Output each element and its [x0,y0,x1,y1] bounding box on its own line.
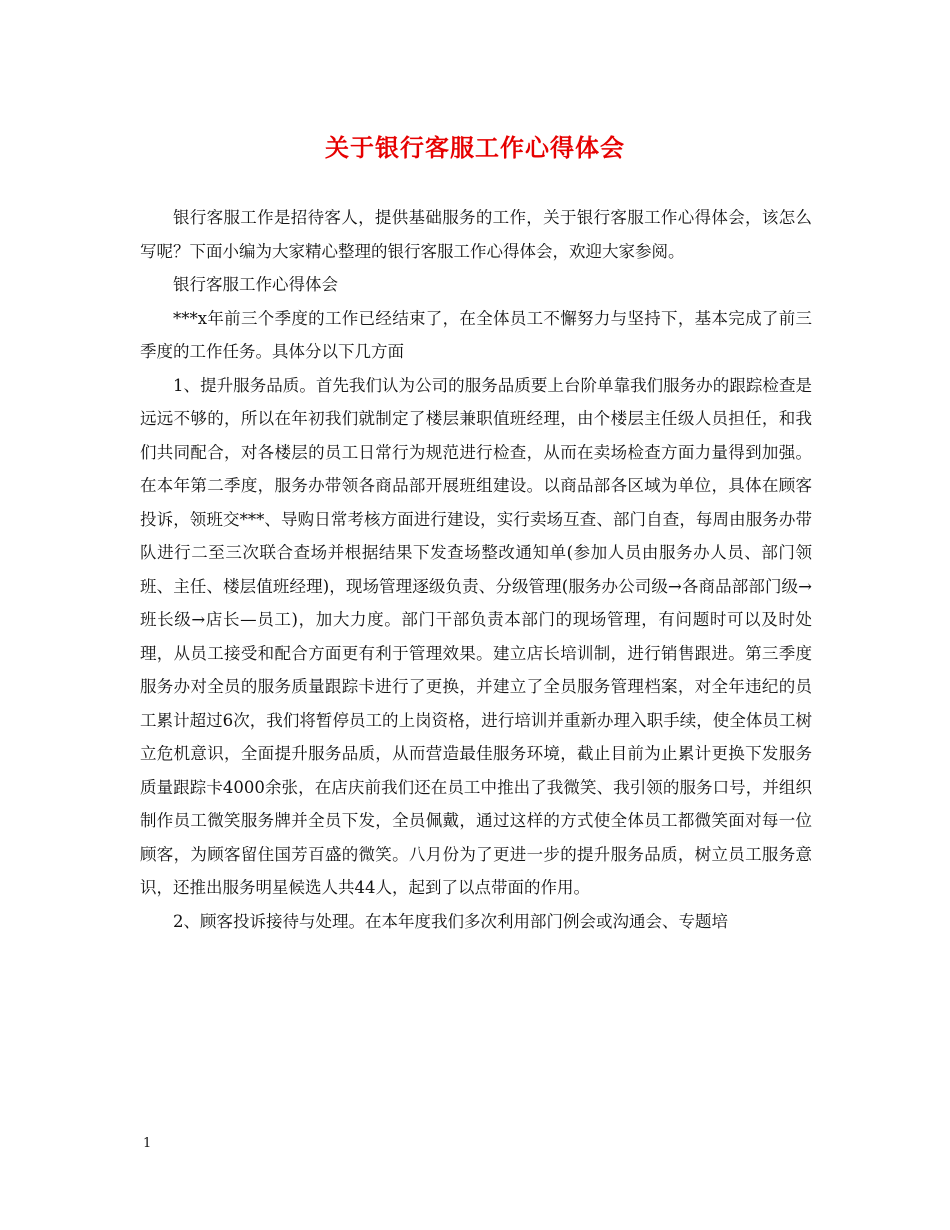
service-quality-paragraph: 1、提升服务品质。首先我们认为公司的服务品质要上台阶单靠我们服务办的跟踪检查是远远不够的，所以在年初我们就制定了楼层兼职值班经理，由个楼层主任级人员担任，和我们共同配合，对各楼层的员工日常行为规范进行检查，从而在卖场检查方面力量得到加强。在本年第二季度，服务办带领各商品部开展班组建设。以商品部各区域为单位，具体在顾客投诉，领班交***、导购日常考核方面进行建设，实行卖场互查、部门自查，每周由服务办带队进行二至三次联合查场并根据结果下发查场整改通知单(参加人员由服务办人员、部门领班、主任、楼层值班经理)，现场管理逐级负责、分级管理(服务办公司级→各商品部部门级→班长级→店长—员工)，加大力度。部门干部负责本部门的现场管理，有问题时可以及时处理，从员工接受和配合方面更有利于管理效果。建立店长培训制，进行销售跟进。第三季度服务办对全员的服务质量跟踪卡进行了更换，并建立了全员服务管理档案，对全年违纪的员工累计超过6次，我们将暂停员工的上岗资格，进行培训并重新办理入职手续，使全体员工树立危机意识，全面提升服务品质，从而营造最佳服务环境，截止目前为止累计更换下发服务质量跟踪卡4000余张，在店庆前我们还在员工中推出了我微笑、我引领的服务口号，并组织制作员工微笑服务牌并全员下发，全员佩戴，通过这样的方式使全体员工都微笑面对每一位顾客，为顾客留住国芳百盛的微笑。八月份为了更进一步的提升服务品质，树立员工服务意识，还推出服务明星候选人共44人，起到了以点带面的作用。 [140,375,812,897]
document-title: 关于银行客服工作心得体会 [325,133,625,162]
complaints-paragraph: 2、顾客投诉接待与处理。在本年度我们多次利用部门例会或沟通会、专题培 [173,911,728,931]
document-body [140,201,812,938]
intro-paragraph: 银行客服工作是招待客人，提供基础服务的工作，关于银行客服工作心得体会，该怎么写呢？下面小编为大家精心整理的银行客服工作心得体会，欢迎大家参阅。 [140,208,812,261]
summary-paragraph: ***x年前三个季度的工作已经结束了，在全体员工不懈努力与坚持下，基本完成了前三季度的工作任务。具体分以下几方面 [140,308,812,361]
page-number: 1 [143,1136,152,1151]
section-heading: 银行客服工作心得体会 [173,275,338,294]
